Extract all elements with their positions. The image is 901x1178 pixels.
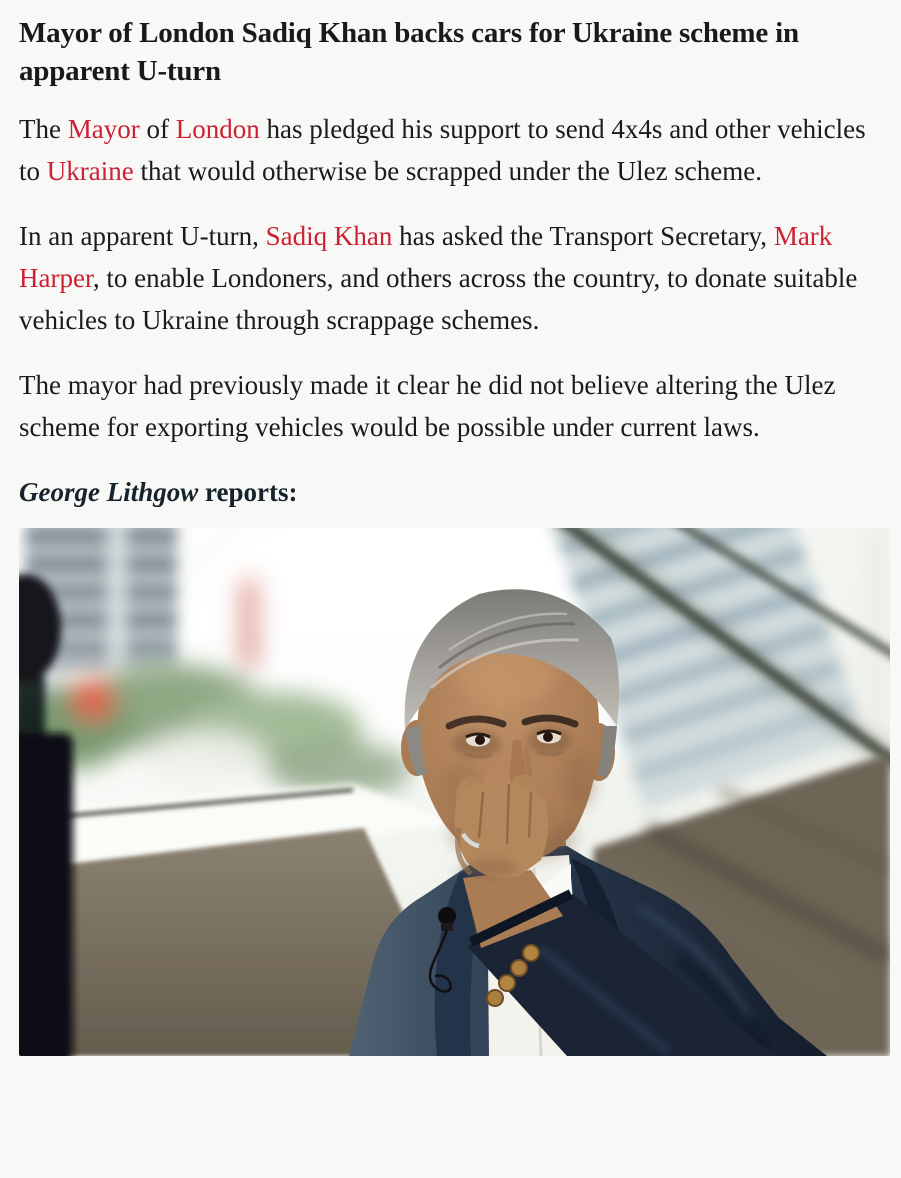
paragraph-text: The mayor had previously made it clear he did not believe altering the Ulez scheme for exporting vehicles would be possible under current laws. — [19, 370, 836, 442]
article-paragraph — [19, 108, 890, 192]
article-photo — [19, 528, 890, 1056]
paragraph-text: of — [139, 114, 176, 144]
reporter-byline — [19, 471, 890, 513]
article-paragraph — [19, 215, 890, 341]
link-mark-harper[interactable]: Mark Harper — [19, 221, 833, 293]
article-paragraph — [19, 364, 890, 448]
paragraph-text: has asked the Transport Secretary, — [392, 221, 774, 251]
link-mayor[interactable]: Mayor — [67, 114, 140, 144]
post-body — [19, 108, 890, 448]
photo-hand — [455, 766, 549, 878]
sadiq-khan-photo — [19, 528, 890, 1056]
paragraph-text: that would otherwise be scrapped under the Ulez scheme. — [133, 156, 763, 186]
link-london[interactable]: London — [175, 114, 260, 144]
link-ukraine[interactable]: Ukraine — [46, 156, 134, 186]
post-headline: Mayor of London Sadiq Khan backs cars for Ukraine scheme in apparent U-turn — [19, 17, 799, 87]
paragraph-text: has pledged his support to send 4x4s and other vehicles to — [19, 114, 866, 186]
link-sadiq-khan[interactable]: Sadiq Khan — [265, 221, 393, 251]
paragraph-text: The — [19, 114, 68, 144]
paragraph-text: , to enable Londoners, and others across the country, to donate suitable vehicles to Ukraine through scrappage schemes. — [19, 263, 858, 335]
paragraph-text: In an apparent U-turn, — [19, 221, 266, 251]
reporter-name: George Lithgow — [19, 477, 199, 507]
byline-suffix: reports: — [198, 477, 298, 507]
